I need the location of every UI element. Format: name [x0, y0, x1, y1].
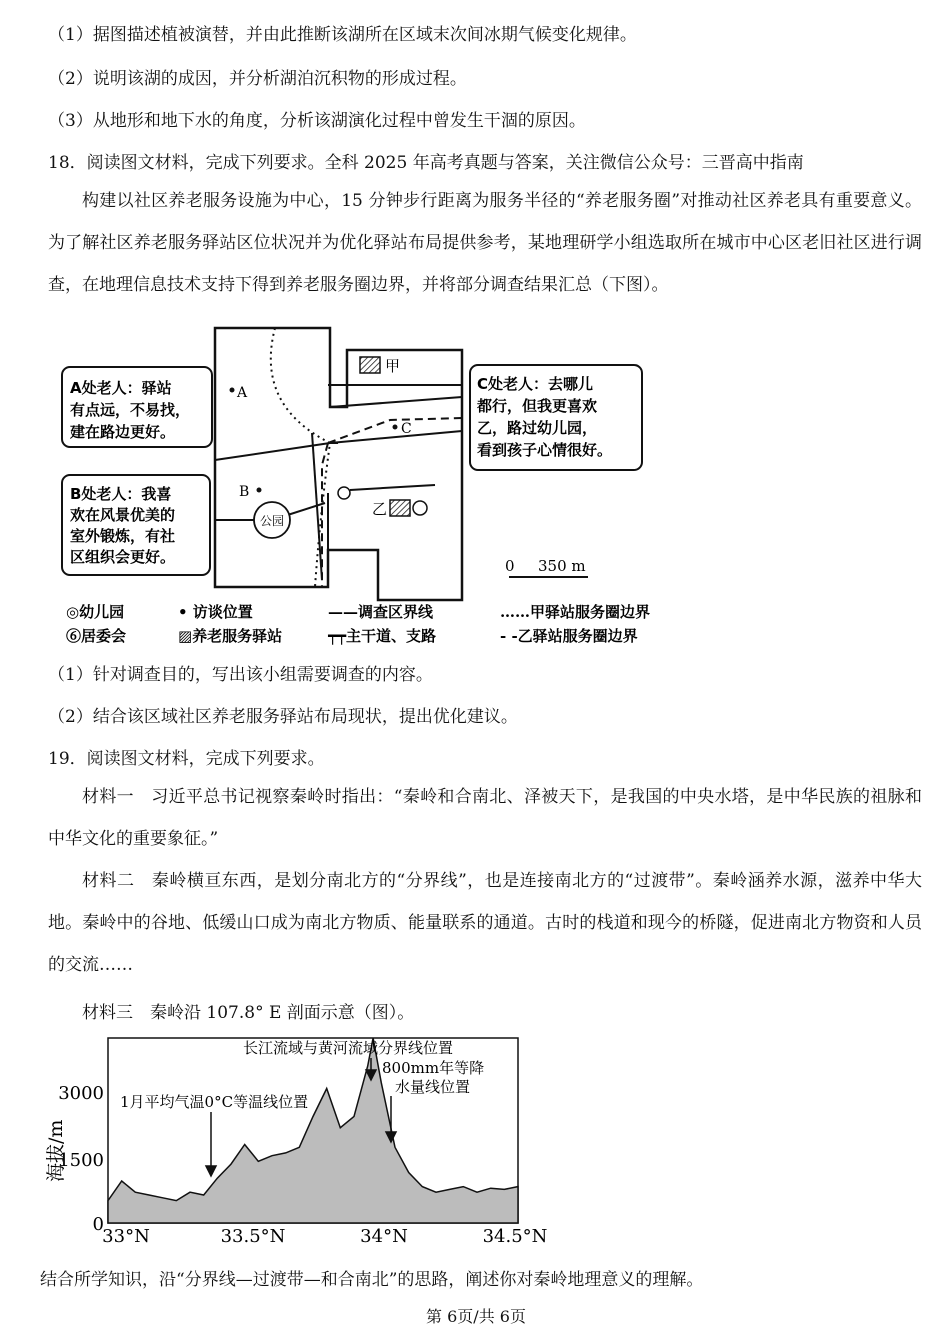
legend-kindergarten: ◎幼儿园	[66, 603, 125, 621]
y-tick-0: 0	[92, 1214, 104, 1235]
page-footer: 第 6页/共 6页	[426, 1307, 526, 1326]
bubble-c-line4: 看到孩子心情很好。	[477, 441, 613, 459]
point-c	[393, 425, 398, 430]
scale-zero: 0	[505, 557, 515, 575]
legend-station: ▨养老服务驿站	[178, 627, 283, 645]
q18-header: 18．阅读图文材料，完成下列要求。全科 2025 年高考真题与答案，关注微信公众号：三晋高中指南	[48, 153, 804, 173]
point-a	[230, 388, 235, 393]
park-label: 公园	[259, 514, 285, 528]
bubble-b-line4: 区组织会更好。	[70, 548, 176, 566]
survey-area-boundary	[215, 328, 462, 600]
legend-yi-circle: - -乙驿站服务圈边界	[500, 627, 638, 645]
legend-roads: ┯┯主干道、支路	[328, 627, 437, 645]
annotation-watershed: 长江流域与黄河流域分界线位置	[243, 1039, 454, 1057]
annotation-isohyet-2: 水量线位置	[395, 1078, 471, 1096]
q17-part2: （2）说明该湖的成因，并分析湖泊沉积物的形成过程。	[48, 69, 467, 89]
q18-part2: （2）结合该区域社区养老服务驿站布局现状，提出优化建议。	[48, 707, 518, 727]
legend-jia-circle: ……甲驿站服务圈边界	[500, 603, 651, 621]
q19-material3: 材料三 秦岭沿 107.8° E 剖面示意（图）。	[82, 1003, 415, 1023]
q19-question: 结合所学知识，沿“分界线—过渡带—和合南北”的思路，阐述你对秦岭地理意义的理解。	[40, 1270, 704, 1290]
bubble-b-line1: B处老人：我喜	[70, 485, 172, 503]
bubble-a-line2: 有点远，不易找，	[70, 401, 191, 419]
bubble-a-line3: 建在路边更好。	[70, 423, 176, 441]
x-tick-33: 33°N	[102, 1226, 150, 1247]
bubble-c-line1: C处老人：去哪儿	[477, 375, 594, 393]
x-tick-34: 34°N	[360, 1226, 408, 1247]
point-b-label: B	[239, 484, 250, 500]
x-tick-34-5: 34.5°N	[482, 1226, 548, 1247]
point-a-label: A	[237, 385, 248, 401]
y-tick-3000: 3000	[58, 1083, 104, 1104]
station-yi-label: 乙	[372, 500, 388, 518]
q17-part1: （1）据图描述植被演替，并由此推断该湖所在区域末次间冰期气候变化规律。	[48, 25, 637, 45]
y-axis-label: 海拔/m	[45, 1119, 67, 1182]
scale-value: 350 m	[538, 557, 586, 575]
qinling-profile-chart	[38, 1032, 568, 1247]
bubble-b-line3: 室外锻炼，有社	[70, 527, 176, 545]
community-map	[60, 325, 710, 650]
point-c-label: C	[401, 421, 412, 437]
q17-part3: （3）从地形和地下水的角度，分析该湖演化过程中曾发生干涸的原因。	[48, 111, 586, 131]
legend-interview: • 访谈位置	[178, 603, 253, 621]
bubble-a-line1: A处老人：驿站	[70, 379, 172, 397]
point-b	[257, 488, 262, 493]
y-tick-1500: 1500	[58, 1150, 104, 1171]
q19-header: 19．阅读图文材料，完成下列要求。	[48, 749, 325, 769]
legend-committee: ⑥居委会	[66, 627, 127, 645]
q18-part1: （1）针对调查目的，写出该小组需要调查的内容。	[48, 665, 433, 685]
residents-committee-symbol	[338, 487, 350, 499]
bubble-c-line3: 乙，路过幼儿园，	[477, 419, 598, 437]
bubble-c-line2: 都行，但我更喜欢	[477, 397, 598, 415]
legend-boundary: ——调查区界线	[328, 603, 434, 621]
q19-material1: 材料一 习近平总书记视察秦岭时指出：“秦岭和合南北、泽被天下，是我国的中央水塔，是中华民族的祖脉和中华文化的重要象征。”	[48, 787, 922, 849]
annotation-isotherm: 1月平均气温0°C等温线位置	[120, 1093, 309, 1111]
station-jia	[360, 357, 380, 373]
q19-material2: 材料二 秦岭横亘东西，是划分南北方的“分界线”，也是连接南北方的“过渡带”。秦岭涵养水源，滋养中华大地。秦岭中的谷地、低缓山口成为南北方物质、能量联系的通道。古时的栈道和现今的桥隧，促进南北方物资和人员的交流……	[48, 871, 922, 975]
kindergarten-symbol	[413, 501, 427, 515]
annotation-isohyet-1: 800mm年等降	[382, 1059, 485, 1077]
station-jia-label: 甲	[385, 357, 401, 375]
q18-intro: 构建以社区养老服务设施为中心，15 分钟步行距离为服务半径的“养老服务圈”对推动社区养老具有重要意义。为了解社区养老服务驿站区位状况并为优化驿站布局提供参考，某地理研学小组选取所在城市中心区老旧社区进行调查，在地理信息技术支持下得到养老服务圈边界，并将部分调查结果汇总（下图）。	[48, 191, 922, 295]
bubble-b-line2: 欢在风景优美的	[70, 506, 176, 524]
station-yi	[390, 500, 410, 516]
x-tick-33-5: 33.5°N	[220, 1226, 286, 1247]
